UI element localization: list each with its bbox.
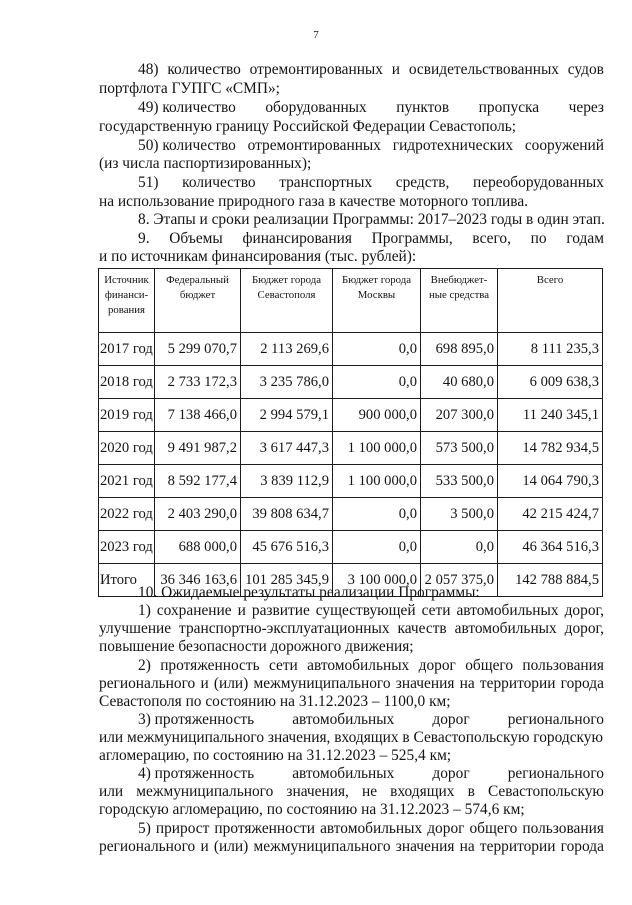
word: автомобильных: [456, 602, 559, 619]
header-federal: Федеральный бюджет: [155, 269, 241, 333]
cell-moscow: 0,0: [333, 531, 421, 564]
word: автомобильных: [454, 620, 557, 637]
word: дорог: [432, 765, 470, 782]
word: общего: [469, 820, 518, 837]
word: сохранение: [156, 602, 232, 619]
cell-federal: 5 299 070,7: [155, 333, 241, 366]
word: улучшение: [99, 620, 172, 637]
cell-sevastopol: 101 285 345,9: [241, 564, 333, 597]
table-row: [99, 465, 603, 498]
word: финансирования: [242, 230, 352, 247]
cell-moscow: 900 000,0: [333, 399, 421, 432]
cell-sevastopol: 3 839 112,9: [241, 465, 333, 498]
word: годам: [566, 230, 604, 247]
result-2-line1: [138, 657, 604, 675]
cell-extrabudget: 698 895,0: [421, 333, 498, 366]
cell-extrabudget: 0,0: [421, 531, 498, 564]
result-2-line2: [99, 675, 604, 693]
cell-moscow: 0,0: [333, 366, 421, 399]
cell-sevastopol: 3 235 786,0: [241, 366, 333, 399]
cell-federal: 8 592 177,4: [155, 465, 241, 498]
table-row: [99, 531, 603, 564]
word: по: [530, 230, 547, 247]
cell-year: 2019 год: [99, 399, 155, 432]
item-9-line1: [138, 230, 604, 248]
result-1-line3: повышение безопасности дорожного движения;: [99, 638, 414, 655]
cell-total: 8 111 235,3: [498, 333, 603, 366]
table-header-row: [99, 269, 603, 333]
cell-year: 2018 год: [99, 366, 155, 399]
cell-federal: 2 733 172,3: [155, 366, 241, 399]
cell-moscow: 0,0: [333, 498, 421, 531]
table-row: [99, 432, 603, 465]
cell-year: 2021 год: [99, 465, 155, 498]
item-51-line1: [138, 174, 604, 192]
result-1-line2: [99, 620, 604, 638]
word: пропуска: [478, 99, 540, 116]
word: дорог,: [564, 602, 604, 619]
cell-sevastopol: 45 676 516,3: [241, 531, 333, 564]
item-49-line2: государственную границу Российской Федерации Севастополь;: [99, 118, 517, 135]
cell-total: 6 009 638,3: [498, 366, 603, 399]
word: количество: [167, 61, 241, 78]
word: регионального: [507, 711, 604, 728]
word: автомобильных: [292, 711, 395, 728]
item-50-line2: (из числа паспортизированных);: [99, 155, 312, 172]
cell-extrabudget: 207 300,0: [421, 399, 498, 432]
cell-sevastopol: 39 808 634,7: [241, 498, 333, 531]
word: пунктов: [396, 99, 450, 116]
cell-moscow: 0,0: [333, 333, 421, 366]
word: или межмуниципального значения, входящих в Севастопольскую городскую: [99, 729, 603, 746]
word: транспортно-эксплуатационных: [179, 620, 390, 637]
header-sevastopol: Бюджет города Севастополя: [241, 269, 333, 333]
cell-federal: 2 403 290,0: [155, 498, 241, 531]
word: гидротехнических: [392, 137, 514, 154]
cell-federal: 688 000,0: [155, 531, 241, 564]
word: на: [459, 838, 475, 855]
word: города: [560, 675, 604, 692]
result-5-line1: [138, 820, 604, 838]
table-row: [99, 498, 603, 531]
cell-sevastopol: 3 617 447,3: [241, 432, 333, 465]
word: в: [467, 783, 475, 800]
word: регионального: [99, 838, 196, 855]
word: 4) протяженность: [138, 765, 255, 782]
word: 48): [138, 61, 159, 78]
cell-total: 46 364 516,3: [498, 531, 603, 564]
cell-total: 14 064 790,3: [498, 465, 603, 498]
word: 50) количество: [138, 137, 236, 154]
cell-extrabudget: 2 057 375,0: [421, 564, 498, 597]
word: межмуниципального: [253, 838, 391, 855]
word: протяженности: [214, 820, 316, 837]
word: 51): [138, 174, 159, 191]
cell-total: 14 782 934,5: [498, 432, 603, 465]
word: регионального: [507, 765, 604, 782]
item-49-line1: [138, 99, 604, 117]
result-4-line1: [138, 765, 604, 783]
word: регионального: [99, 675, 196, 692]
word: города: [560, 838, 604, 855]
word: дорог: [432, 711, 470, 728]
word: (или): [213, 838, 249, 855]
financing-table: [98, 268, 603, 597]
word: межмуниципального: [253, 675, 391, 692]
word: отремонтированных: [247, 137, 381, 154]
word: входящих: [390, 783, 455, 800]
word: качеств: [397, 620, 447, 637]
word: значения,: [286, 783, 349, 800]
word: Объемы: [169, 230, 223, 247]
header-moscow: Бюджет города Москвы: [333, 269, 421, 333]
result-3-line1: [138, 711, 604, 729]
cell-extrabudget: 40 680,0: [421, 366, 498, 399]
word: судов: [567, 61, 604, 78]
header-extrabudget: Внебюджет-ные средства: [421, 269, 498, 333]
word: пользования: [522, 820, 604, 837]
cell-total: 11 240 345,1: [498, 399, 603, 432]
word: всего,: [472, 230, 511, 247]
word: дорог,: [564, 620, 604, 637]
cell-year: 2022 год: [99, 498, 155, 531]
result-1-line1: [138, 602, 604, 620]
word: не: [362, 783, 378, 800]
word: автомобильных: [307, 657, 410, 674]
word: пользования: [522, 657, 604, 674]
header-source: Источник финанси-рования: [99, 269, 155, 333]
word: территории: [479, 838, 556, 855]
word: сети: [268, 657, 298, 674]
item-51-line2: на использование природного газа в качестве моторного топлива.: [99, 193, 528, 210]
word: и: [200, 675, 209, 692]
word: значения: [395, 838, 455, 855]
word: и: [237, 602, 246, 619]
cell-federal: 36 346 163,6: [155, 564, 241, 597]
cell-moscow: 3 100 000,0: [333, 564, 421, 597]
word: (или): [213, 675, 249, 692]
cell-moscow: 1 100 000,0: [333, 432, 421, 465]
word: Программы,: [371, 230, 453, 247]
word: общего: [465, 657, 514, 674]
result-4-line3: городскую агломерацию, по состоянию на 31.12.2023 – 574,6 км;: [99, 801, 525, 818]
word: количество: [182, 174, 256, 191]
word: транспортных: [279, 174, 373, 191]
word: 5): [138, 820, 151, 837]
word: 3) протяженность: [138, 711, 255, 728]
item-48-line1: [138, 61, 604, 79]
word: на: [459, 675, 475, 692]
word: развитие: [251, 602, 310, 619]
word: и: [391, 61, 401, 78]
result-4-line2: [99, 783, 604, 801]
word: или: [99, 783, 124, 800]
cell-extrabudget: 573 500,0: [421, 432, 498, 465]
item-48-line2: портфлота ГУПГС «СМП»;: [99, 80, 280, 97]
word: оборудованных: [265, 99, 367, 116]
word: 9.: [138, 230, 150, 247]
word: межмуниципального: [136, 783, 274, 800]
cell-sevastopol: 2 113 269,6: [241, 333, 333, 366]
word: дорог: [418, 657, 456, 674]
item-10-title: 10. Ожидаемые результаты реализации Программы:: [138, 584, 480, 601]
word: освидетельствованных: [408, 61, 559, 78]
cell-total: 142 788 884,5: [498, 564, 603, 597]
cell-sevastopol: 2 994 579,1: [241, 399, 333, 432]
cell-year: 2020 год: [99, 432, 155, 465]
cell-year: Итого: [99, 564, 155, 597]
cell-year: 2017 год: [99, 333, 155, 366]
word: отремонтированных: [249, 61, 383, 78]
cell-year: 2023 год: [99, 531, 155, 564]
word: 1): [138, 602, 151, 619]
header-total: Всего: [498, 269, 603, 333]
item-50-line1: [138, 137, 604, 155]
cell-moscow: 1 100 000,0: [333, 465, 421, 498]
result-3-line3: агломерацию, по состоянию на 31.12.2023 – 525,4 км;: [99, 747, 452, 764]
word: дорог: [427, 820, 465, 837]
cell-federal: 9 491 987,2: [155, 432, 241, 465]
item-9-line2: и по источникам финансирования (тыс. рублей):: [99, 248, 417, 265]
word: территории: [479, 675, 556, 692]
word: 2): [138, 657, 151, 674]
word: протяженность: [160, 657, 260, 674]
word: сооружений: [524, 137, 604, 154]
word: через: [568, 99, 604, 116]
result-2-line3: Севастополя по состоянию на 31.12.2023 – 1100,0 км;: [99, 693, 451, 710]
table-row: [99, 366, 603, 399]
word: автомобильных: [320, 820, 423, 837]
word: значения: [395, 675, 455, 692]
word: 49) количество: [138, 99, 236, 116]
word: автомобильных: [292, 765, 395, 782]
table-row: [99, 333, 603, 366]
cell-federal: 7 138 466,0: [155, 399, 241, 432]
item-8-line: 8. Этапы и сроки реализации Программы: 2017–2023 годы в один этап.: [138, 211, 605, 228]
word: переоборудованных: [473, 174, 604, 191]
result-3-line2: [99, 729, 603, 747]
word: сети: [421, 602, 451, 619]
word: и: [200, 838, 209, 855]
word: Севастопольскую: [487, 783, 604, 800]
word: прирост: [155, 820, 210, 837]
result-5-line2: [99, 838, 604, 856]
word: существующей: [315, 602, 416, 619]
cell-total: 42 215 424,7: [498, 498, 603, 531]
page-number: 7: [313, 29, 319, 41]
cell-extrabudget: 533 500,0: [421, 465, 498, 498]
cell-extrabudget: 3 500,0: [421, 498, 498, 531]
table-row: [99, 399, 603, 432]
word: средств,: [395, 174, 450, 191]
